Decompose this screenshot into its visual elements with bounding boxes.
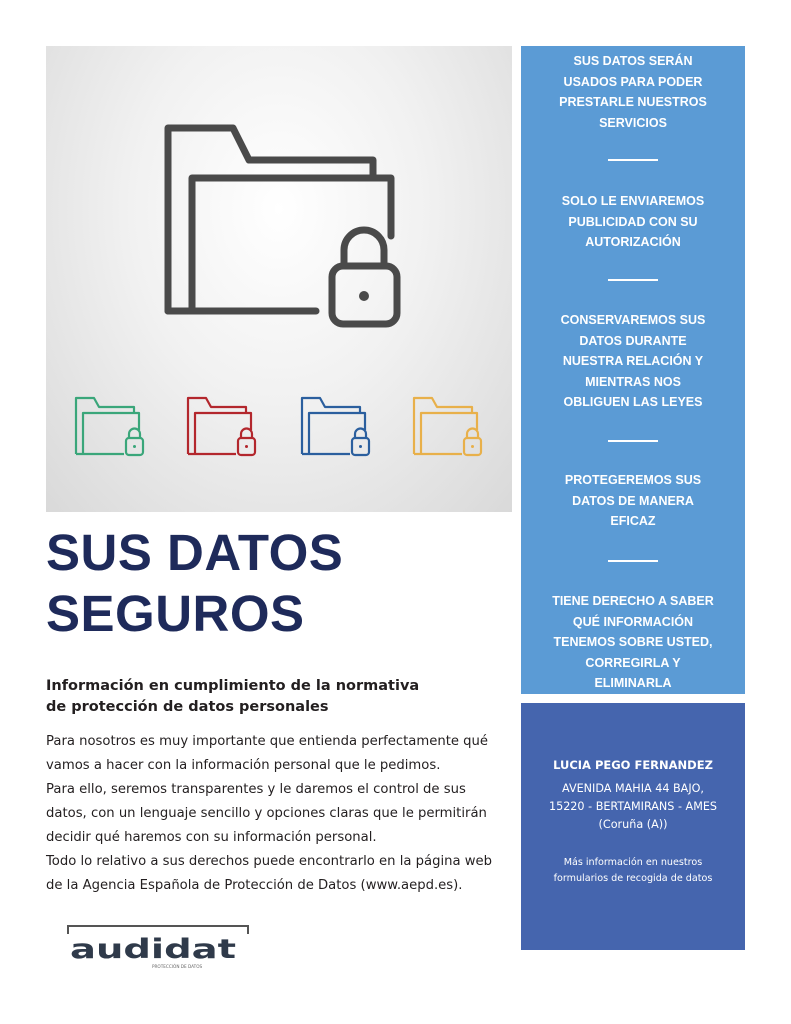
controller-panel xyxy=(521,703,745,950)
intro-paragraph xyxy=(46,730,516,898)
body-line: Todo lo relativo a sus derechos puede encontrarlo en la página web xyxy=(46,854,493,869)
title-line-1: SUS DATOS xyxy=(46,524,344,581)
folder-lock-icon-green xyxy=(72,392,152,462)
folder-lock-icon-blue xyxy=(298,392,378,462)
subtitle-line-1: Información en cumplimiento de la normativa xyxy=(46,678,420,694)
logo-wordmark: audidat xyxy=(70,934,237,965)
body-line: vamos a hacer con la información personal que le pedimos. xyxy=(46,758,441,773)
body-line: Para ello, seremos transparentes y le daremos el control de sus xyxy=(46,782,466,797)
commitment-item: CONSERVAREMOS SUS DATOS DURANTE NUESTRA RELACIÓN Y MIENTRAS NOS OBLIGUEN LAS LEYES xyxy=(560,313,706,409)
body-line: datos, con un lenguaje sencillo y opciones claras que le permitirán xyxy=(46,806,487,821)
controller-address: AVENIDA MAHIA 44 BAJO, 15220 - BERTAMIRANS - AMES (Coruña (A)) xyxy=(548,782,718,831)
folder-lock-icon-yellow xyxy=(410,392,490,462)
page-title xyxy=(46,522,506,644)
divider xyxy=(608,440,658,442)
subtitle-line-2: de protección de datos personales xyxy=(46,699,329,715)
page-subtitle xyxy=(46,676,506,718)
more-info-note: Más información en nuestros formularios de recogida de datos xyxy=(553,857,713,884)
divider xyxy=(608,159,658,161)
divider xyxy=(608,279,658,281)
commitment-item: SOLO LE ENVIAREMOS PUBLICIDAD CON SU AUTORIZACIÓN xyxy=(561,194,705,249)
audidat-logo xyxy=(66,922,250,972)
commitment-item: TIENE DERECHO A SABER QUÉ INFORMACIÓN TENEMOS SOBRE USTED, CORREGIRLA Y ELIMINARLA xyxy=(552,594,714,690)
title-line-2: SEGUROS xyxy=(46,585,305,642)
divider xyxy=(608,560,658,562)
commitment-item: PROTEGEREMOS SUS DATOS DE MANERA EFICAZ xyxy=(564,473,702,528)
body-line: de la Agencia Española de Protección de Datos (www.aepd.es). xyxy=(46,878,463,893)
commitment-item: SUS DATOS SERÁN USADOS PARA PODER PRESTARLE NUESTROS SERVICIOS xyxy=(559,54,707,130)
folder-lock-icon-red xyxy=(184,392,264,462)
body-line: decidir qué haremos con su información personal. xyxy=(46,830,377,845)
controller-name: LUCIA PEGO FERNANDEZ xyxy=(553,758,713,772)
logo-tagline: PROTECCIÓN DE DATOS xyxy=(152,964,203,969)
hero-illustration xyxy=(46,46,512,512)
body-line: Para nosotros es muy importante que entienda perfectamente qué xyxy=(46,734,489,749)
commitments-panel xyxy=(521,46,745,694)
